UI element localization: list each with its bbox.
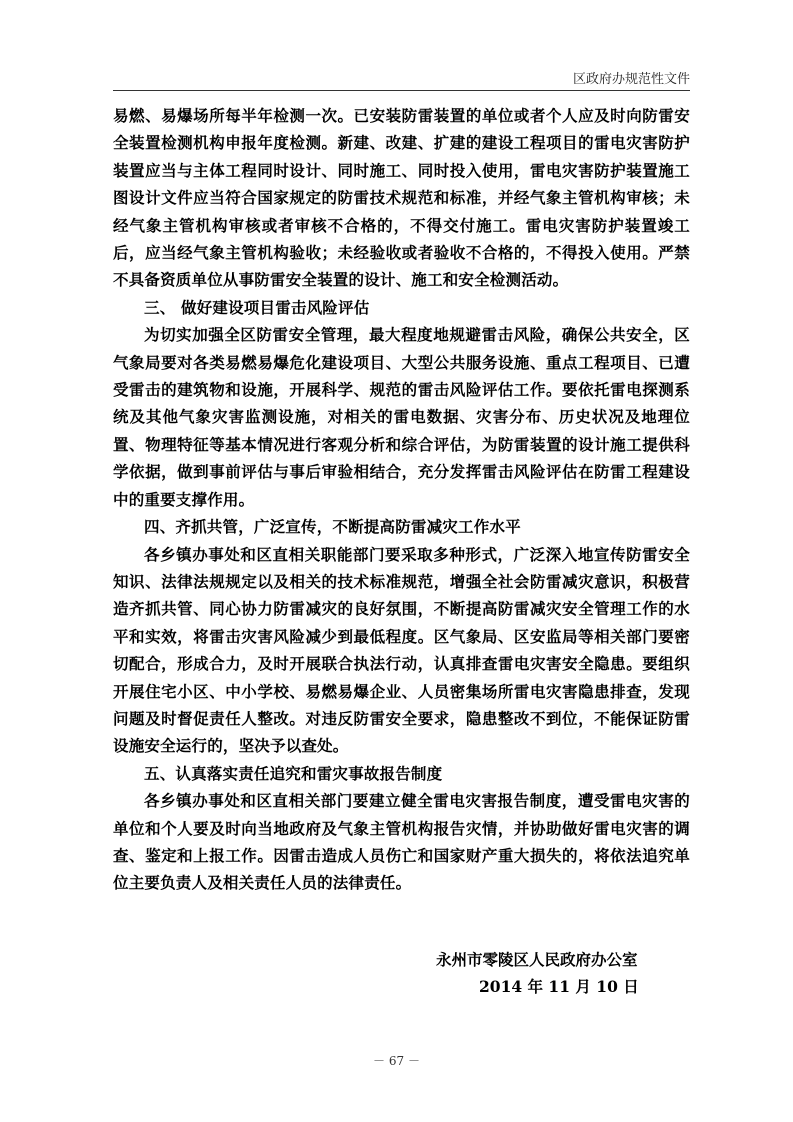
paragraph-publicity: 各乡镇办事处和区直相关职能部门要采取多种形式，广泛深入地宣传防雷安全知识、法律法规规定以及相关的技术标准规范，增强全社会防雷减灾意识，积极营造齐抓共管、同心协力防雷减灾的良好氛围，不断提高防雷减灾安全管理工作的水平和实效，将雷击灾害风险减少到最低程度。区气象局、区安监局等相关部门要密切配合，形成合力，及时开展联合执法行动，认真排查雷电灾害安全隐患。要组织开展住宅小区、中小学校、易燃易爆企业、人员密集场所雷电灾害隐患排查，发现问题及时督促责任人整改。对违反防雷安全要求，隐患整改不到位，不能保证防雷设施安全运行的，坚决予以查处。 <box>113 544 690 756</box>
page-number: － 67 － <box>373 1054 420 1068</box>
section-heading-4: 四、齐抓共管，广泛宣传，不断提高防雷减灾工作水平 <box>144 517 521 537</box>
document-body <box>113 102 690 897</box>
issue-date: 2014 年 11 月 10 日 <box>479 977 639 996</box>
paragraph-continued: 易燃、易爆场所每半年检测一次。已安装防雷装置的单位或者个人应及时向防雷安全装置检测机构申报年度检测。新建、改建、扩建的建设工程项目的雷电灾害防护装置应当与主体工程同时设计、同时施工、同时投入使用，雷电灾害防护装置施工图设计文件应当符合国家规定的防雷技术规范和标准，并经气象主管机构审核；未经气象主管机构审核或者审核不合格的，不得交付施工。雷电灾害防护装置竣工后，应当经气象主管机构验收；未经验收或者验收不合格的，不得投入使用。严禁不具备资质单位从事防雷安全装置的设计、施工和安全检测活动。 <box>113 106 690 290</box>
paragraph-risk-assessment: 为切实加强全区防雷安全管理，最大程度地规避雷击风险，确保公共安全，区气象局要对各类易燃易爆危化建设项目、大型公共服务设施、重点工程项目、已遭受雷击的建筑物和设施，开展科学、规范的雷击风险评估工作。要依托雷电探测系统及其他气象灾害监测设施，对相关的雷电数据、灾害分布、历史状况及地理位置、物理特征等基本情况进行客观分析和综合评估，为防雷装置的设计施工提供科学依据，做到事前评估与事后审验相结合，充分发挥雷击风险评估在防雷工程建设中的重要支撑作用。 <box>113 325 690 509</box>
issuing-office: 永州市零陵区人民政府办公室 <box>436 950 638 969</box>
header-divider <box>113 90 690 91</box>
section-heading-3: 三、 做好建设项目雷击风险评估 <box>144 297 370 317</box>
header-label: 区政府办规范性文件 <box>572 72 690 87</box>
paragraph-accountability: 各乡镇办事处和区直相关部门要建立健全雷电灾害报告制度，遭受雷电灾害的单位和个人要及时向当地政府及气象主管机构报告灾情，并协助做好雷电灾害的调查、鉴定和上报工作。因雷击造成人员伤亡和国家财产重大损失的，将依法追究单位主要负责人及相关责任人员的法律责任。 <box>113 791 690 893</box>
section-heading-5: 五、认真落实责任追究和雷灾事故报告制度 <box>144 763 443 783</box>
